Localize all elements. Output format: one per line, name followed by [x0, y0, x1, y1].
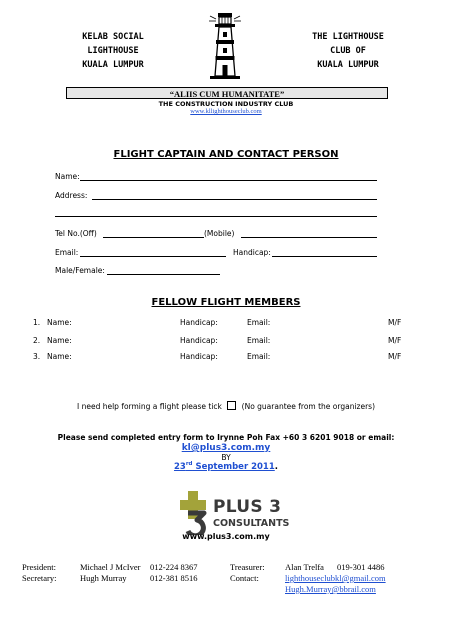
- submission-instruction: Please send completed entry form to Irynne Poh Fax +60 3 6201 9018 or email:: [57, 433, 395, 442]
- left-club-line: KELAB SOCIAL: [82, 32, 144, 42]
- right-club-name: [293, 30, 403, 72]
- plus3-logo-subtext: CONSULTANTS: [213, 518, 290, 529]
- deadline-month-year: September 2011: [192, 461, 275, 472]
- right-club-line: CLUB OF: [330, 46, 366, 56]
- address-field-line2[interactable]: [55, 216, 377, 217]
- member-handicap-label: Handicap:: [180, 352, 218, 361]
- email-field[interactable]: [80, 256, 226, 257]
- motto-banner: “ALIIS CUM HUMANITATE”: [66, 87, 388, 99]
- deadline-day: 23: [173, 461, 186, 472]
- member-gender-label: M/F: [388, 318, 402, 327]
- gender-field[interactable]: [107, 274, 220, 275]
- handicap-field[interactable]: [272, 256, 377, 257]
- tel-off-label: Tel No.(Off): [55, 229, 97, 238]
- help-disclaimer: (No guarantee from the organizers): [241, 402, 375, 411]
- deadline-period: .: [274, 461, 278, 472]
- treasurer-phone: 019-301 4486: [337, 562, 385, 572]
- president-name: Michael J McIver: [80, 562, 141, 572]
- right-club-line: THE LIGHTHOUSE: [312, 32, 384, 42]
- by-text: BY: [221, 453, 231, 462]
- submission-email-link[interactable]: kl@plus3.com.my: [181, 443, 271, 453]
- website-wrap: [0, 108, 452, 115]
- help-text: I need help forming a flight please tick: [77, 402, 222, 411]
- right-club-line: KUALA LUMPUR: [317, 60, 379, 70]
- deadline-date: [174, 462, 275, 472]
- members-section-title: FELLOW FLIGHT MEMBERS: [151, 297, 301, 308]
- left-club-line: LIGHTHOUSE: [87, 46, 139, 56]
- captain-section-title: FLIGHT CAPTAIN AND CONTACT PERSON: [113, 149, 339, 160]
- handicap-label: Handicap:: [233, 248, 271, 257]
- plus3-emblem-icon: [178, 491, 212, 535]
- email-label: Email:: [55, 248, 79, 257]
- help-line: [0, 401, 452, 411]
- mobile-label: (Mobile): [204, 229, 235, 238]
- mobile-field[interactable]: [241, 237, 377, 238]
- member-handicap-label: Handicap:: [180, 336, 218, 345]
- name-label: Name:: [55, 172, 80, 181]
- plus3-logo-text: PLUS 3: [213, 497, 282, 517]
- deadline: [0, 461, 452, 472]
- member-email-label: Email:: [247, 352, 271, 361]
- tel-off-field[interactable]: [103, 237, 204, 238]
- contact-label: Contact:: [230, 573, 259, 583]
- member-gender-label: M/F: [388, 336, 402, 345]
- contact-email-link-2[interactable]: Hugh.Murray@bbrail.com: [285, 584, 376, 594]
- secretary-phone: 012-381 8516: [150, 573, 198, 583]
- gender-label: Male/Female:: [55, 266, 105, 275]
- contact-email-link[interactable]: lighthouseclubkl@gmail.com: [285, 573, 386, 583]
- member-name-label: Name:: [47, 352, 72, 361]
- member-gender-label: M/F: [388, 352, 402, 361]
- club-website-link[interactable]: www.kllighthouseclub.com: [190, 108, 262, 115]
- help-checkbox[interactable]: [227, 401, 236, 410]
- subtitle: THE CONSTRUCTION INDUSTRY CLUB: [158, 100, 294, 108]
- member-name-label: Name:: [47, 336, 72, 345]
- president-label: President:: [22, 562, 56, 572]
- row-number: 3.: [33, 352, 41, 361]
- secretary-name: Hugh Murray: [80, 573, 127, 583]
- left-club-name: [58, 30, 168, 72]
- address-label: Address:: [55, 191, 88, 200]
- deadline-suffix: rd: [185, 461, 193, 467]
- member-handicap-label: Handicap:: [180, 318, 218, 327]
- lighthouse-logo: [204, 10, 246, 82]
- member-name-label: Name:: [47, 318, 72, 327]
- name-field[interactable]: [80, 180, 377, 181]
- submission-email-wrap: [0, 443, 452, 453]
- row-number: 2.: [33, 336, 41, 345]
- treasurer-label: Treasurer:: [230, 562, 265, 572]
- secretary-label: Secretary:: [22, 573, 57, 583]
- row-number: 1.: [33, 318, 41, 327]
- left-club-line: KUALA LUMPUR: [82, 60, 144, 70]
- treasurer-name: Alan Trelfa: [285, 562, 324, 572]
- member-email-label: Email:: [247, 336, 271, 345]
- address-field[interactable]: [92, 199, 377, 200]
- sponsor-website: www.plus3.com.my: [182, 532, 270, 541]
- member-email-label: Email:: [247, 318, 271, 327]
- president-phone: 012-224 8367: [150, 562, 198, 572]
